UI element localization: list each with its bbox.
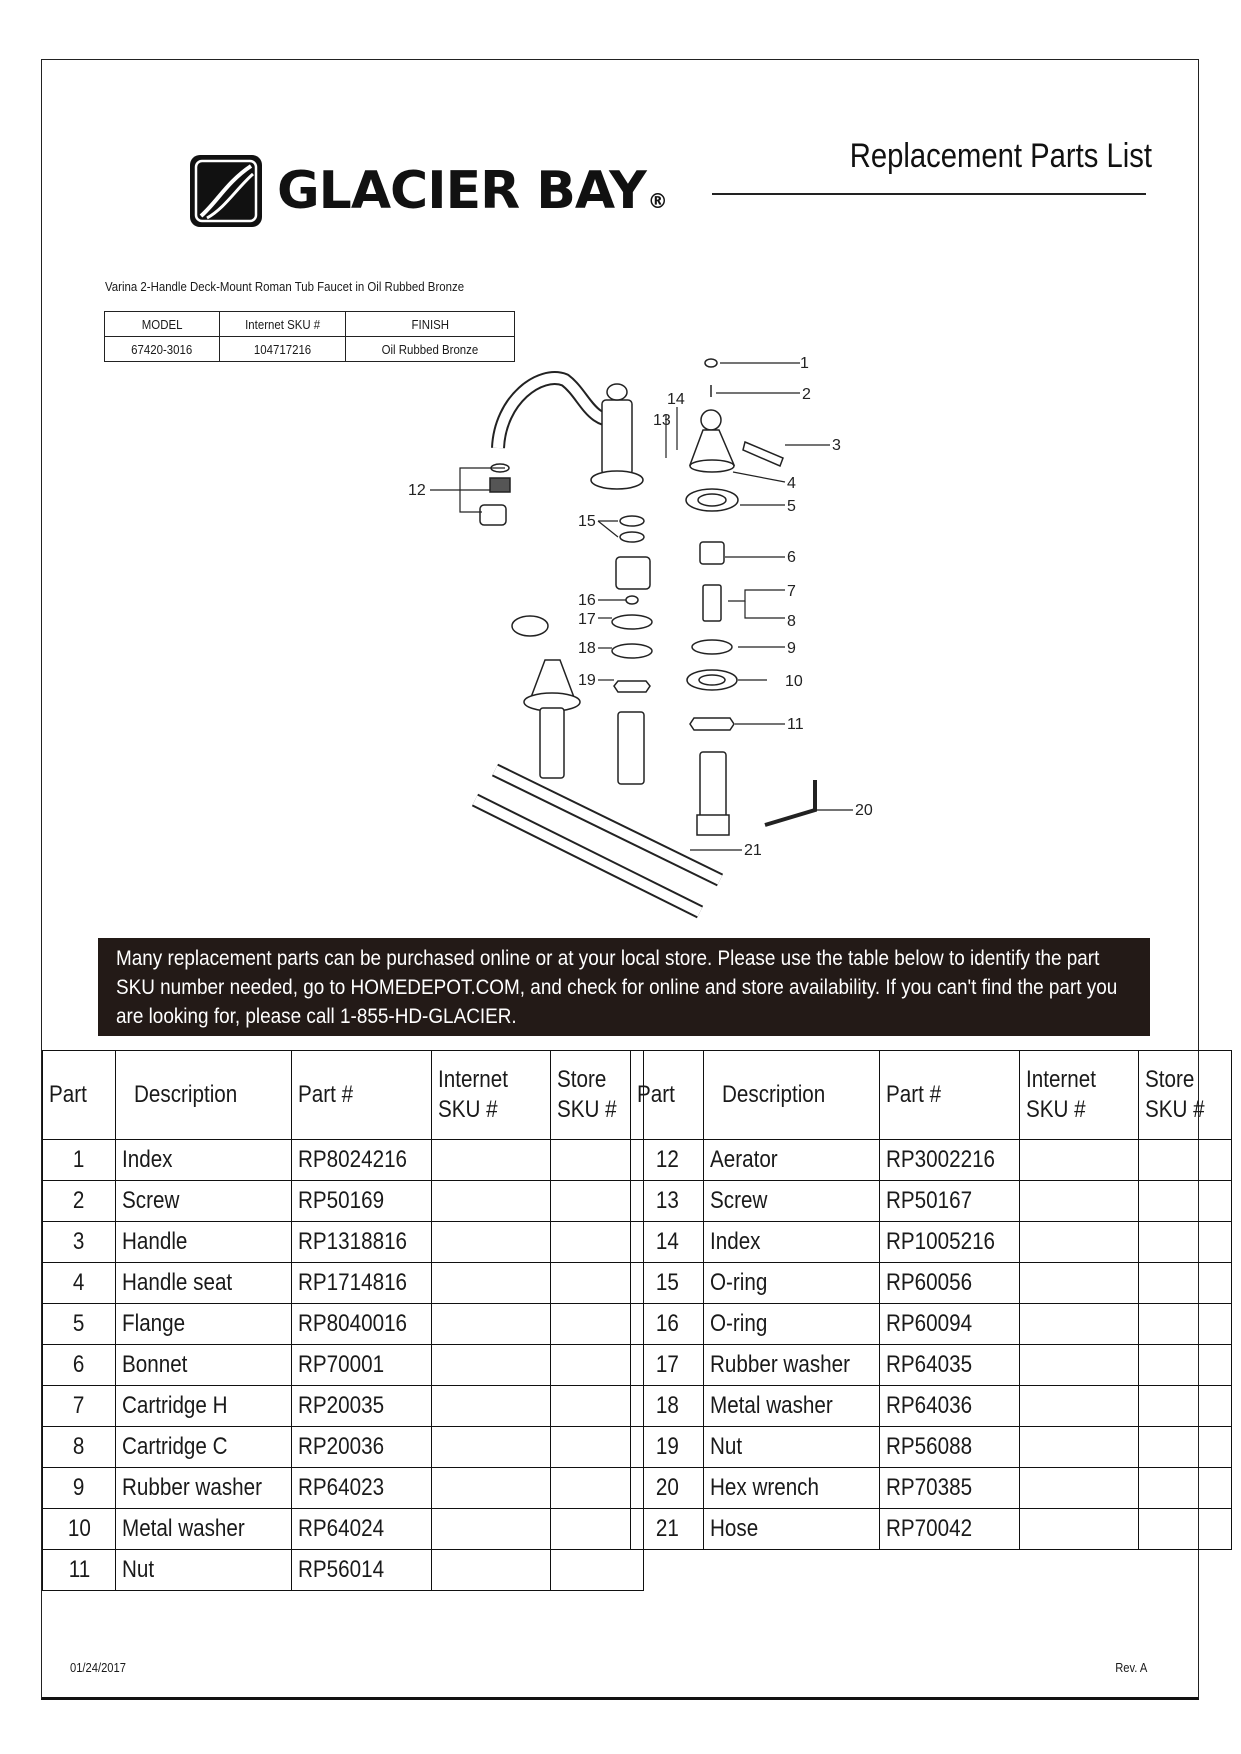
header-part: Part (49, 1081, 87, 1108)
description-cell (704, 1345, 880, 1386)
parts-table-header (43, 1051, 644, 1140)
part-no-cell (879, 1304, 1019, 1345)
description-cell-text: Nut (122, 1556, 155, 1583)
product-name: Varina 2-Handle Deck-Mount Roman Tub Faucet in Oil Rubbed Bronze (105, 279, 465, 294)
description-cell-text: Metal washer (710, 1392, 833, 1419)
part-number-cell (43, 1304, 116, 1345)
purchase-notice (98, 938, 1150, 1036)
store-sku-cell (1138, 1222, 1231, 1263)
header-internet-sku: Internet SKU # (244, 316, 321, 332)
part-no-cell-text: RP20036 (297, 1433, 384, 1460)
internet-sku-cell (431, 1263, 550, 1304)
title-divider (712, 193, 1146, 195)
part-no-cell-text: RP56088 (885, 1433, 972, 1460)
table-row (631, 1386, 1232, 1427)
part-number-cell (631, 1386, 704, 1427)
part-no-cell (879, 1140, 1019, 1181)
brand-name: GLACIER BAY ® (277, 161, 667, 221)
callout-17: 17 (578, 611, 596, 628)
part-no-cell (879, 1427, 1019, 1468)
description-cell (116, 1468, 292, 1509)
description-cell-text: Index (122, 1146, 173, 1173)
index-cap-illustration (705, 359, 717, 367)
description-cell (704, 1140, 880, 1181)
description-cell-text: Flange (122, 1310, 186, 1337)
part-number-cell (631, 1140, 704, 1181)
part-no-cell (879, 1263, 1019, 1304)
description-cell-text: Hex wrench (710, 1474, 819, 1501)
finish: Oil Rubbed Bronze (381, 341, 479, 357)
table-row (43, 1345, 644, 1386)
description-cell-text: O-ring (710, 1269, 768, 1296)
part-no-cell (291, 1345, 431, 1386)
model-number: 67420-3016 (131, 341, 193, 357)
store-sku-cell (1138, 1427, 1231, 1468)
part-number-cell-text: 11 (68, 1556, 90, 1583)
table-row (43, 1263, 644, 1304)
description-cell-text: Index (710, 1228, 761, 1255)
description-cell (116, 1509, 292, 1550)
part-number-cell-text: 16 (655, 1310, 679, 1337)
description-cell (116, 1427, 292, 1468)
part-number-cell-text: 6 (73, 1351, 85, 1378)
store-sku-cell (1138, 1304, 1231, 1345)
callout-16: 16 (578, 592, 596, 609)
internet-sku-cell (1019, 1386, 1138, 1427)
part-no-cell-text: RP50169 (297, 1187, 384, 1214)
header-internet-sku: Internet SKU # (437, 1066, 508, 1123)
part-number-cell-text: 12 (655, 1146, 679, 1173)
part-no-cell-text: RP70042 (885, 1515, 972, 1542)
part-number-cell-text: 19 (655, 1433, 679, 1460)
internet-sku-cell (1019, 1181, 1138, 1222)
part-number-cell-text: 14 (655, 1228, 679, 1255)
table-row (631, 1222, 1232, 1263)
part-no-cell-text: RP60056 (885, 1269, 972, 1296)
header-part-number: Part # (297, 1081, 353, 1108)
callout-7: 7 (787, 583, 796, 600)
part-number-cell-text: 7 (73, 1392, 85, 1419)
store-sku-cell (1138, 1263, 1231, 1304)
table-row (43, 1550, 644, 1591)
description-cell-text: Aerator (710, 1146, 778, 1173)
callout-6: 6 (787, 549, 796, 566)
part-no-cell (879, 1509, 1019, 1550)
part-no-cell-text: RP8040016 (297, 1310, 407, 1337)
description-cell-text: Handle seat (122, 1269, 233, 1296)
description-cell (116, 1386, 292, 1427)
table-row (43, 1181, 644, 1222)
part-number-cell (43, 1140, 116, 1181)
header-part: Part (637, 1081, 675, 1108)
description-cell (704, 1427, 880, 1468)
store-sku-cell (1138, 1140, 1231, 1181)
description-cell (116, 1345, 292, 1386)
part-number-cell (43, 1509, 116, 1550)
part-number-cell-text: 13 (655, 1187, 679, 1214)
table-row (631, 1509, 1232, 1550)
part-no-cell (291, 1140, 431, 1181)
store-sku-cell (1138, 1468, 1231, 1509)
description-cell (116, 1222, 292, 1263)
callout-3: 3 (832, 437, 841, 454)
lever-handle-illustration (743, 442, 783, 466)
part-number-cell (43, 1345, 116, 1386)
part-no-cell (291, 1468, 431, 1509)
store-sku-cell (1138, 1181, 1231, 1222)
callout-13: 13 (653, 412, 671, 429)
part-number-cell-text: 8 (73, 1433, 85, 1460)
part-no-cell-text: RP70385 (885, 1474, 972, 1501)
description-cell-text: O-ring (710, 1310, 768, 1337)
internet-sku-cell (1019, 1263, 1138, 1304)
part-number-cell-text: 17 (655, 1351, 679, 1378)
description-cell (116, 1304, 292, 1345)
header-finish: FINISH (411, 316, 449, 332)
part-number-cell (631, 1263, 704, 1304)
store-sku-cell (550, 1550, 643, 1591)
part-number-cell (43, 1181, 116, 1222)
page-title: Replacement Parts List (849, 137, 1152, 175)
part-no-cell-text: RP70001 (297, 1351, 384, 1378)
internet-sku-cell (431, 1468, 550, 1509)
description-cell-text: Metal washer (122, 1515, 245, 1542)
table-row (43, 1509, 644, 1550)
part-number-cell-text: 15 (655, 1269, 679, 1296)
internet-sku-cell (431, 1181, 550, 1222)
internet-sku-cell (431, 1550, 550, 1591)
table-row (43, 1468, 644, 1509)
part-number-cell-text: 3 (73, 1228, 85, 1255)
part-number-cell (43, 1550, 116, 1591)
header-description: Description (722, 1081, 826, 1108)
description-cell-text: Cartridge H (122, 1392, 228, 1419)
table-row (631, 1263, 1232, 1304)
table-row (631, 1181, 1232, 1222)
part-no-cell-text: RP64036 (885, 1392, 972, 1419)
internet-sku-cell (431, 1140, 550, 1181)
internet-sku-cell (431, 1345, 550, 1386)
table-row (631, 1304, 1232, 1345)
part-number-cell-text: 18 (655, 1392, 679, 1419)
description-cell (704, 1263, 880, 1304)
part-number-cell (631, 1509, 704, 1550)
part-number-cell-text: 20 (655, 1474, 679, 1501)
callout-4: 4 (787, 475, 796, 492)
part-no-cell (291, 1427, 431, 1468)
part-number-cell (43, 1222, 116, 1263)
part-no-cell-text: RP1005216 (885, 1228, 995, 1255)
part-no-cell (291, 1222, 431, 1263)
part-no-cell-text: RP64023 (297, 1474, 384, 1501)
part-no-cell (291, 1181, 431, 1222)
callout-14: 14 (667, 391, 685, 408)
callout-21: 21 (744, 842, 762, 859)
internet-sku-cell (431, 1304, 550, 1345)
model-table-header (105, 312, 515, 337)
internet-sku-cell (431, 1386, 550, 1427)
document-date: 01/24/2017 (70, 1660, 126, 1675)
callout-18: 18 (578, 640, 596, 657)
part-no-cell (291, 1386, 431, 1427)
table-row (43, 1304, 644, 1345)
callout-15: 15 (578, 513, 596, 530)
part-number-cell (631, 1304, 704, 1345)
part-no-cell-text: RP8024216 (297, 1146, 407, 1173)
description-cell (704, 1509, 880, 1550)
callout-19: 19 (578, 672, 596, 689)
part-number-cell (43, 1263, 116, 1304)
part-no-cell-text: RP3002216 (885, 1146, 995, 1173)
header-store-sku: Store SKU # (556, 1066, 617, 1123)
internet-sku-cell (431, 1509, 550, 1550)
description-cell-text: Hose (710, 1515, 759, 1542)
part-number-cell (43, 1468, 116, 1509)
part-no-cell (291, 1509, 431, 1550)
part-number-cell (631, 1468, 704, 1509)
part-no-cell-text: RP1318816 (297, 1228, 407, 1255)
parts-table-header (631, 1051, 1232, 1140)
table-row (43, 1140, 644, 1181)
description-cell (704, 1468, 880, 1509)
part-no-cell-text: RP50167 (885, 1187, 972, 1214)
part-no-cell-text: RP64024 (297, 1515, 384, 1542)
header-description: Description (134, 1081, 238, 1108)
internet-sku-cell (1019, 1509, 1138, 1550)
part-no-cell-text: RP20035 (297, 1392, 384, 1419)
glacier-bay-logo-icon (187, 152, 265, 230)
description-cell-text: Rubber washer (710, 1351, 850, 1378)
part-number-cell (43, 1386, 116, 1427)
description-cell-text: Bonnet (122, 1351, 188, 1378)
description-cell (704, 1222, 880, 1263)
internet-sku-cell (431, 1427, 550, 1468)
description-cell (704, 1386, 880, 1427)
part-no-cell-text: RP64035 (885, 1351, 972, 1378)
brand-logo (187, 152, 667, 230)
header-model: MODEL (141, 316, 183, 332)
part-no-cell (291, 1550, 431, 1591)
part-number-cell-text: 10 (67, 1515, 91, 1542)
parts-table-left (42, 1050, 644, 1591)
callout-5: 5 (787, 498, 796, 515)
store-sku-cell (1138, 1345, 1231, 1386)
store-sku-cell (1138, 1509, 1231, 1550)
part-number-cell-text: 9 (73, 1474, 85, 1501)
description-cell-text: Screw (122, 1187, 180, 1214)
internet-sku: 104717216 (253, 341, 312, 357)
description-cell (704, 1181, 880, 1222)
description-cell-text: Nut (710, 1433, 743, 1460)
description-cell-text: Rubber washer (122, 1474, 262, 1501)
callout-9: 9 (787, 640, 796, 657)
callout-8: 8 (787, 613, 796, 630)
description-cell-text: Screw (710, 1187, 768, 1214)
table-row (43, 1386, 644, 1427)
part-no-cell (879, 1468, 1019, 1509)
header-internet-sku: Internet SKU # (1025, 1066, 1096, 1123)
table-row (631, 1140, 1232, 1181)
callout-10: 10 (785, 673, 803, 690)
part-number-cell (631, 1345, 704, 1386)
table-row (43, 1222, 644, 1263)
exploded-parts-diagram (400, 345, 880, 935)
notice-text: Many replacement parts can be purchased online or at your local store. Please use the table below to identify the part SKU number needed, go to HOMEDEPOT.COM, and check for online and store availability. If you can't find the part you are looking for, please call 1-855-HD-GLACIER. (116, 946, 1118, 1028)
description-cell (704, 1304, 880, 1345)
part-no-cell-text: RP60094 (885, 1310, 972, 1337)
description-cell (116, 1550, 292, 1591)
callout-12: 12 (408, 482, 426, 499)
part-no-cell-text: RP1714816 (297, 1269, 407, 1296)
table-row (631, 1427, 1232, 1468)
description-cell (116, 1140, 292, 1181)
callout-2: 2 (802, 386, 811, 403)
hex-wrench-illustration (765, 780, 815, 825)
part-no-cell (879, 1345, 1019, 1386)
part-number-cell-text: 4 (73, 1269, 85, 1296)
part-number-cell-text: 1 (73, 1146, 85, 1173)
part-no-cell (879, 1222, 1019, 1263)
description-cell-text: Handle (122, 1228, 188, 1255)
callout-1: 1 (800, 355, 809, 372)
internet-sku-cell (1019, 1427, 1138, 1468)
part-number-cell-text: 2 (73, 1187, 85, 1214)
callout-11: 11 (787, 716, 804, 733)
table-row (631, 1468, 1232, 1509)
parts-table-right (630, 1050, 1232, 1550)
part-no-cell (291, 1263, 431, 1304)
revision-label: Rev. A (1114, 1660, 1147, 1675)
header-part-number: Part # (885, 1081, 941, 1108)
part-number-cell (631, 1181, 704, 1222)
part-no-cell (879, 1181, 1019, 1222)
internet-sku-cell (1019, 1222, 1138, 1263)
part-no-cell (879, 1386, 1019, 1427)
part-number-cell-text: 5 (73, 1310, 85, 1337)
store-sku-cell (1138, 1386, 1231, 1427)
part-no-cell-text: RP56014 (297, 1556, 384, 1583)
description-cell-text: Cartridge C (122, 1433, 228, 1460)
part-number-cell (631, 1222, 704, 1263)
internet-sku-cell (431, 1222, 550, 1263)
header-store-sku: Store SKU # (1144, 1066, 1205, 1123)
part-number-cell (631, 1427, 704, 1468)
internet-sku-cell (1019, 1304, 1138, 1345)
part-number-cell (43, 1427, 116, 1468)
table-row (43, 1427, 644, 1468)
part-number-cell-text: 21 (655, 1515, 679, 1542)
table-row (631, 1345, 1232, 1386)
description-cell (116, 1181, 292, 1222)
part-no-cell (291, 1304, 431, 1345)
internet-sku-cell (1019, 1345, 1138, 1386)
internet-sku-cell (1019, 1468, 1138, 1509)
callout-20: 20 (855, 802, 873, 819)
internet-sku-cell (1019, 1140, 1138, 1181)
description-cell (116, 1263, 292, 1304)
